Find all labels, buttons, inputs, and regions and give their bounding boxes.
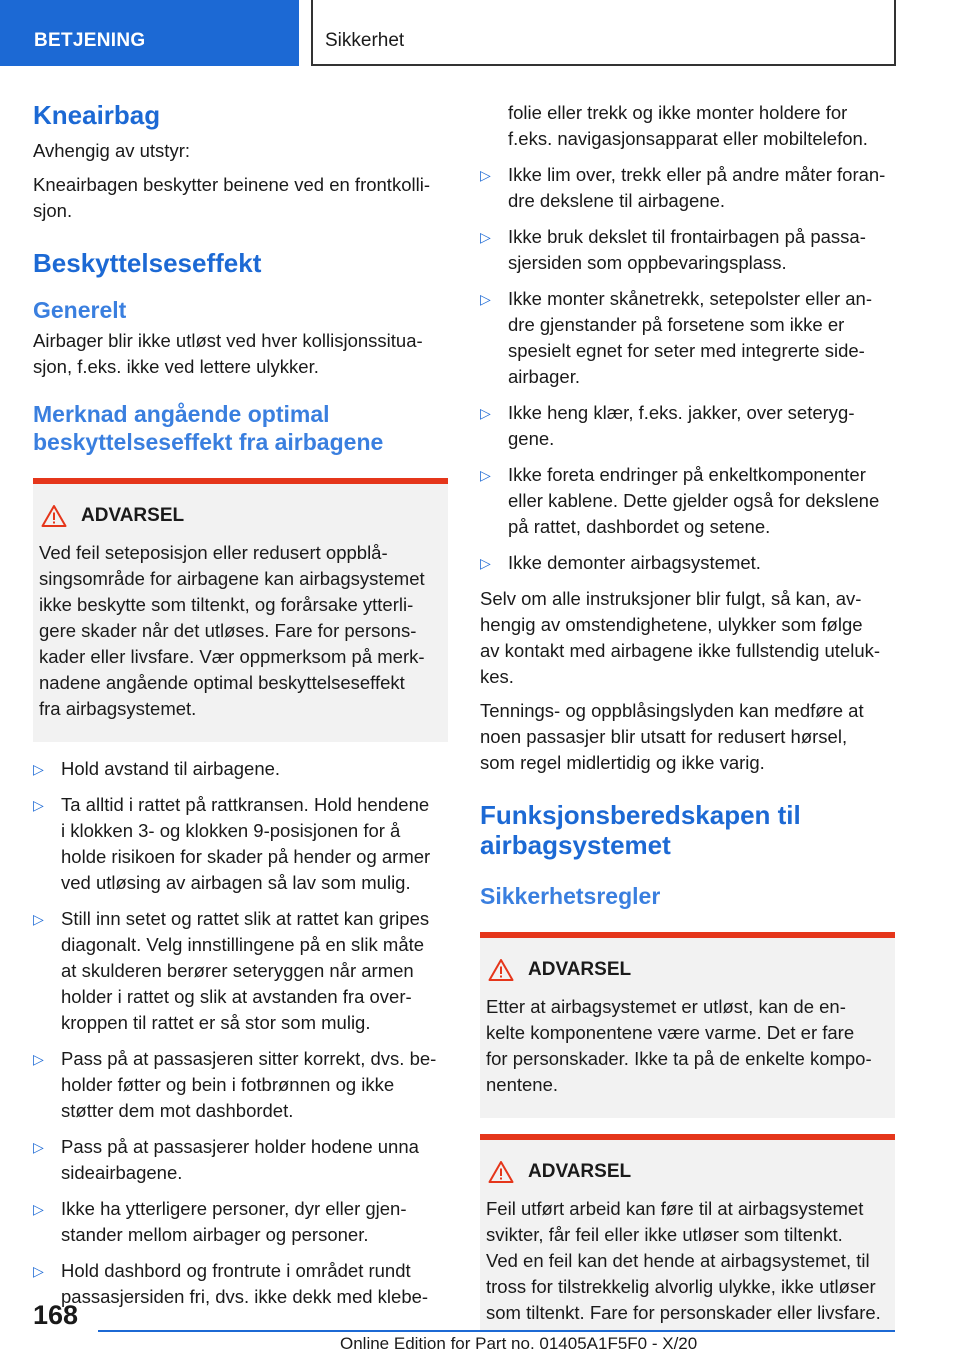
footer-divider bbox=[98, 1330, 895, 1332]
heading-kneairbag: Kneairbag bbox=[33, 100, 161, 130]
left-column bbox=[33, 100, 448, 1320]
warning-text: Etter at airbagsystemet er utløst, kan de en- kelte komponentene være varme. Det er fare for personskader. Ikke ta på de enkelte kompo- nentene. bbox=[486, 996, 872, 1095]
heading-optimal-protection-note: Merknad angående optimal beskyttelseseffekt fra airbagene bbox=[33, 401, 384, 455]
triangle-bullet-icon: ▷ bbox=[480, 229, 491, 245]
triangle-bullet-icon: ▷ bbox=[480, 555, 491, 571]
heading-protection-effect: Beskyttelseseffekt bbox=[33, 248, 262, 278]
list-item: ▷ Ikke heng klær, f.eks. jakker, over seteryg- gene. bbox=[480, 400, 895, 452]
list-item: ▷ Hold avstand til airbagene. bbox=[33, 756, 448, 782]
section-tab: BETJENING bbox=[0, 0, 299, 66]
footer-edition: Online Edition for Part no. 01405A1F5F0 - X/20 bbox=[340, 1334, 698, 1353]
warning-box-hot-components bbox=[480, 932, 895, 1118]
triangle-bullet-icon: ▷ bbox=[480, 291, 491, 307]
triangle-bullet-icon: ▷ bbox=[33, 761, 44, 777]
warning-title: ADVARSEL bbox=[528, 959, 632, 980]
list-item: ▷ Ikke demonter airbagsystemet. bbox=[480, 550, 895, 576]
triangle-bullet-icon: ▷ bbox=[33, 1263, 44, 1279]
general-text: Airbager blir ikke utløst ved hver kollisjonssitua- sjon, f.eks. ikke ved lettere ulykker. bbox=[33, 330, 423, 377]
kneairbag-description: Kneairbagen beskytter beinene ved en frontkolli- sjon. bbox=[33, 174, 430, 221]
warning-triangle-icon bbox=[488, 958, 514, 982]
accident-note: Selv om alle instruksjoner blir fulgt, så kan, av- hengig av omstendighetene, ulykker som følge av kontakt med airbagene ikke fullstendig uteluk- kes. bbox=[480, 588, 881, 687]
warning-title: ADVARSEL bbox=[81, 505, 185, 526]
warning-text: Ved feil seteposisjon eller redusert oppblå- singsområde for airbagene kan airbagsystemet ikke beskytte som tiltenkt, og forårsake ytterli- gere skader når det utløses. Fare for persons- kader eller livsfare. Vær oppmerksom på merk- nadene angående optimal beskyttelseseffekt fra airbagsystemet. bbox=[39, 542, 425, 719]
list-item: ▷ Ta alltid i rattet på rattkransen. Hold hendene i klokken 3- og klokken 9-posisjonen for å holde risikoen for skader på hender og armer ved utløsing av airbagen så lav som mulig. bbox=[33, 792, 448, 896]
right-column bbox=[480, 100, 895, 1330]
page-number: 168 bbox=[33, 1300, 79, 1330]
triangle-bullet-icon: ▷ bbox=[33, 1201, 44, 1217]
list-item: ▷ Ikke foreta endringer på enkeltkomponenter eller kablene. Dette gjelder også for dekslene på rattet, dashbordet og setene. bbox=[480, 462, 895, 540]
safety-list-continued bbox=[480, 162, 895, 576]
triangle-bullet-icon: ▷ bbox=[33, 911, 44, 927]
list-continuation: folie eller trekk og ikke monter holdere for f.eks. navigasjonsapparat eller mobiltelefon. bbox=[508, 102, 868, 149]
list-item: ▷ Hold dashbord og frontrute i området rundt passasjersiden fri, dvs. ikke dekk med klebe- bbox=[33, 1258, 448, 1310]
triangle-bullet-icon: ▷ bbox=[33, 1139, 44, 1155]
warning-title: ADVARSEL bbox=[528, 1161, 632, 1182]
warning-triangle-icon bbox=[488, 1160, 514, 1184]
list-item: ▷ Ikke bruk dekslet til frontairbagen på passa- sjersiden som oppbevaringsplass. bbox=[480, 224, 895, 276]
heading-general: Generelt bbox=[33, 297, 127, 323]
list-item: ▷ Ikke lim over, trekk eller på andre måter foran- dre dekslene til airbagene. bbox=[480, 162, 895, 214]
triangle-bullet-icon: ▷ bbox=[480, 167, 491, 183]
list-item: ▷ Pass på at passasjeren sitter korrekt, dvs. be- holder føtter og bein i fotbrønnen og ikke støtter dem mot dashbordet. bbox=[33, 1046, 448, 1124]
warning-text: Feil utført arbeid kan føre til at airbagsystemet svikter, får feil eller ikke utløser som tiltenkt. Ved en feil kan det hende at airbagsystemet, til tross for tilstrekkelig alvorlig ulykke, ikke utløser som tiltenkt. Fare for personskader eller livsfare. bbox=[486, 1198, 881, 1323]
heading-airbag-readiness: Funksjonsberedskapen til airbagsystemet bbox=[480, 800, 801, 860]
heading-safety-rules: Sikkerhetsregler bbox=[480, 883, 661, 909]
triangle-bullet-icon: ▷ bbox=[33, 797, 44, 813]
safety-list bbox=[33, 756, 448, 1310]
warning-triangle-icon bbox=[41, 504, 67, 528]
warning-box-seat-position bbox=[33, 478, 448, 742]
chapter-title: Sikkerhet bbox=[311, 0, 896, 66]
list-item: ▷ Ikke monter skånetrekk, setepolster eller an- dre gjenstander på forsetene som ikke er spesielt egnet for seter med integrerte side- airbager. bbox=[480, 286, 895, 390]
equipment-note: Avhengig av utstyr: bbox=[33, 140, 190, 161]
list-item: ▷ Still inn setet og rattet slik at rattet kan gripes diagonalt. Velg innstillingene på en slik måte at skulderen berører seteryggen når armen holder i rattet og slik at avstanden fra over- kroppen til rattet er så stor som mulig. bbox=[33, 906, 448, 1036]
triangle-bullet-icon: ▷ bbox=[480, 467, 491, 483]
noise-note: Tennings- og oppblåsingslyden kan medføre at noen passasjer blir utsatt for redusert hørsel, som regel midlertidig og ikke varig. bbox=[480, 700, 864, 773]
list-item: ▷ Ikke ha ytterligere personer, dyr eller gjen- stander mellom airbager og personer. bbox=[33, 1196, 448, 1248]
triangle-bullet-icon: ▷ bbox=[480, 405, 491, 421]
warning-box-faulty-work bbox=[480, 1134, 895, 1330]
triangle-bullet-icon: ▷ bbox=[33, 1051, 44, 1067]
list-item: ▷ Pass på at passasjerer holder hodene unna sideairbagene. bbox=[33, 1134, 448, 1186]
